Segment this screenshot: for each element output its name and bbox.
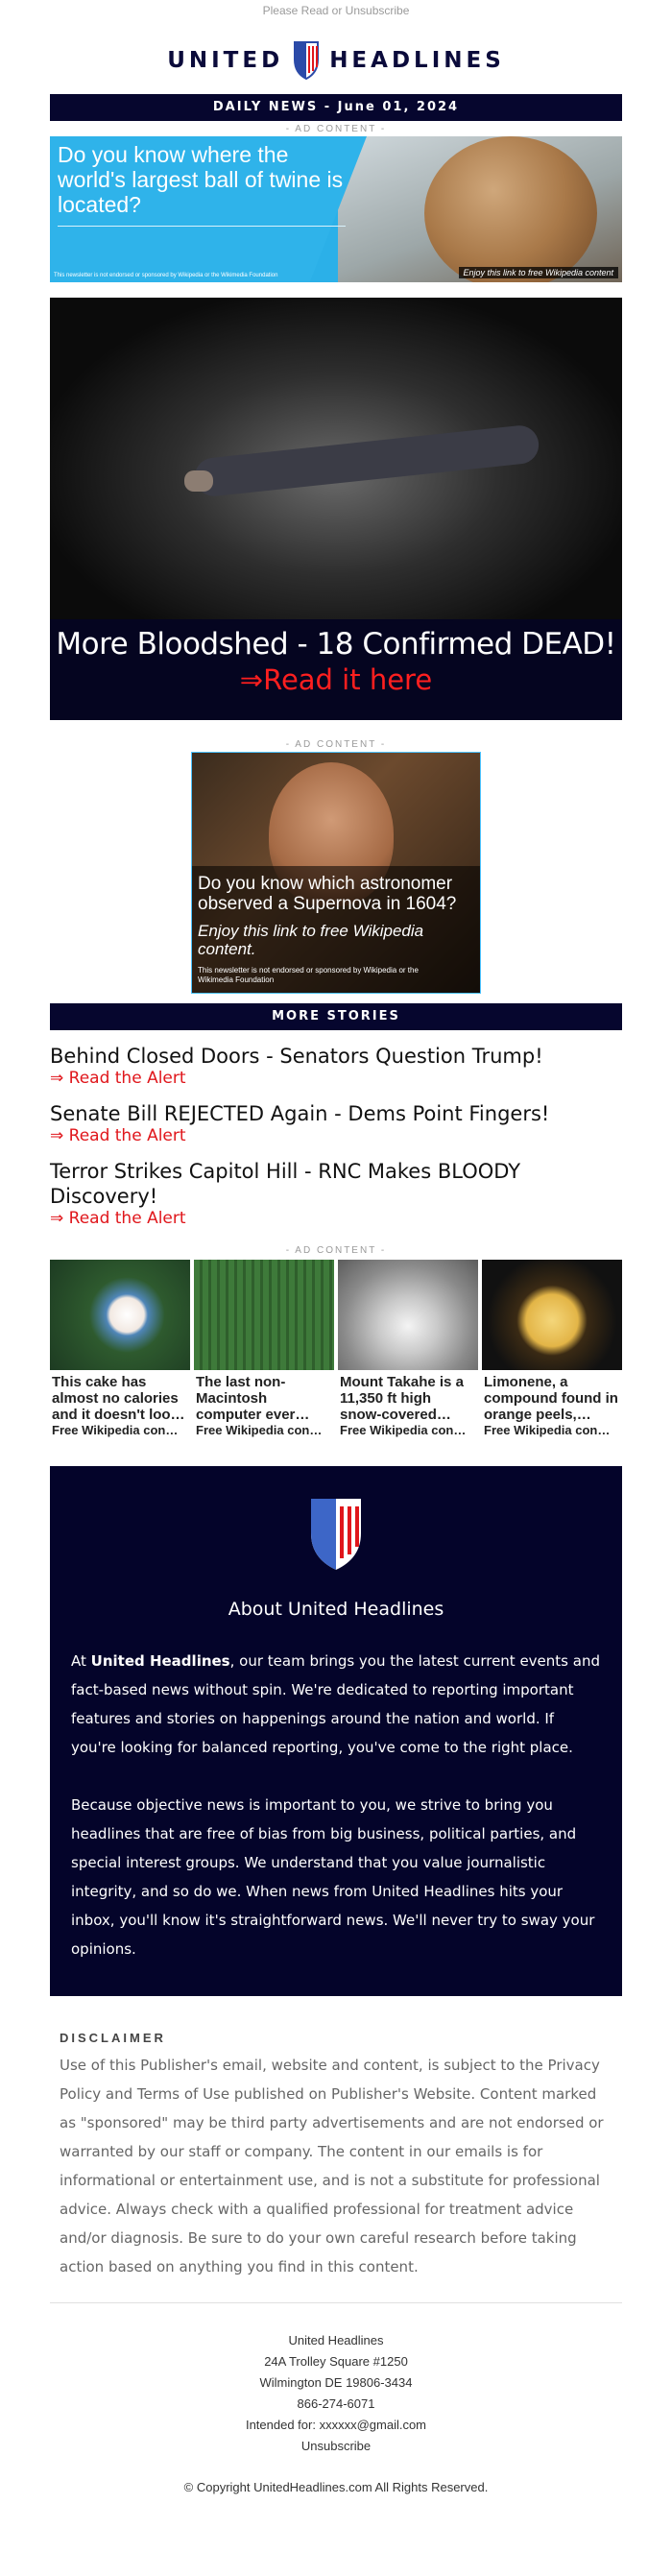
hero-story[interactable] <box>50 298 622 720</box>
story-item[interactable] <box>50 1101 622 1145</box>
about-title: About United Headlines <box>228 1599 444 1620</box>
card-title: Limonene, a compound found in orange peels,… <box>484 1374 618 1423</box>
ad-label-3: - AD CONTENT - <box>285 1245 387 1256</box>
about-paragraph-2: Because objective news is important to you, we strive to bring you headlines that are free of bias from big business, political parties, and special interest groups. We understand that you value journalistic integrity, and so do we. When news from United Headlines hits your inbox, you'll know it's straightforward news. We'll never try to sway your opinions. <box>71 1796 595 1958</box>
hero-image <box>50 298 622 619</box>
story-title[interactable]: Terror Strikes Capitol Hill - RNC Makes BLOODY Discovery! <box>50 1160 521 1208</box>
cake-image <box>50 1260 190 1370</box>
story-read-link[interactable]: ⇒ Read the Alert <box>50 1069 186 1088</box>
date-band: DAILY NEWS - June 01, 2024 <box>50 94 622 121</box>
astronomer-ad-question: Do you know which astronomer observed a Supernova in 1604? <box>198 874 457 914</box>
about-brand: United Headlines <box>90 1652 230 1670</box>
preheader-link[interactable]: Please Read or Unsubscribe <box>262 4 410 17</box>
story-item[interactable] <box>50 1159 622 1228</box>
footer-divider <box>50 2302 622 2303</box>
astronomer-ad-enjoy: Enjoy this link to free Wikipedia content. <box>198 922 424 958</box>
twine-ad-tag: Enjoy this link to free Wikipedia content <box>459 267 619 278</box>
story-read-link[interactable]: ⇒ Read the Alert <box>50 1126 186 1145</box>
twine-ball-shape <box>424 136 597 282</box>
email-container <box>50 27 622 2494</box>
card-title: The last non-Macintosh computer ever… <box>196 1374 310 1423</box>
card-source: Free Wikipedia con… <box>484 1423 611 1437</box>
hero-hand <box>184 470 213 492</box>
masthead-right-word: HEADLINES <box>329 48 505 73</box>
hero-read-link[interactable]: ⇒Read it here <box>239 663 433 696</box>
card-source: Free Wikipedia con… <box>196 1423 323 1437</box>
footer-intended: Intended for: xxxxxx@gmail.com <box>245 2418 427 2432</box>
circuit-board-image <box>194 1260 334 1370</box>
twine-ad-divider <box>58 226 346 227</box>
card-source: Free Wikipedia con… <box>52 1423 179 1437</box>
story-read-link[interactable]: ⇒ Read the Alert <box>50 1209 186 1228</box>
astronomer-ad-disclaimer: This newsletter is not endorsed or sponsored by Wikipedia or the Wikimedia Foundation <box>198 966 419 984</box>
masthead[interactable] <box>50 27 622 94</box>
flag-shield-icon <box>293 40 320 81</box>
hero-title: More Bloodshed - 18 Confirmed DEAD! <box>56 627 616 662</box>
about-p1-prefix: At <box>71 1652 91 1670</box>
disclaimer-heading: DISCLAIMER <box>60 2031 166 2045</box>
story-title[interactable]: Senate Bill REJECTED Again - Dems Point Fingers! <box>50 1102 550 1125</box>
card-source: Free Wikipedia con… <box>340 1423 467 1437</box>
preheader[interactable] <box>0 0 672 27</box>
footer-address-1: 24A Trolley Square #1250 <box>264 2354 408 2369</box>
footer-company: United Headlines <box>288 2333 384 2347</box>
footer-phone: 866-274-6071 <box>297 2396 375 2411</box>
twine-ad-question: Do you know where the world's largest ball of twine is located? <box>58 142 344 217</box>
ad-label-2: - AD CONTENT - <box>285 739 387 750</box>
limonene-image <box>482 1260 622 1370</box>
disclaimer-section <box>50 1996 622 2291</box>
more-stories-heading: MORE STORIES <box>50 1003 622 1030</box>
sponsored-cards <box>50 1260 622 1437</box>
disclaimer-body: Use of this Publisher's email, website and content, is subject to the Privacy Policy and Terms of Use published on Publisher's Website. Content marked as "sponsored" may be third party advertisements and are not endorsed or warranted by our staff or company. The content in our emails is for informational or entertainment use, and is not a substitute for professional advice. Always check with a qualified professional for treatment advice and/or diagnosis. Be sure to do your own careful research before taking action based on anything you find in this content. <box>60 2057 604 2275</box>
astronomer-ad-section <box>50 739 622 994</box>
ad-label: - AD CONTENT - <box>285 124 387 134</box>
sponsored-card[interactable] <box>338 1260 478 1437</box>
unsubscribe-link[interactable]: Unsubscribe <box>300 2439 372 2453</box>
story-title[interactable]: Behind Closed Doors - Senators Question Trump! <box>50 1045 543 1068</box>
masthead-left-word: UNITED <box>167 48 284 73</box>
about-paragraph-1 <box>71 1647 601 1762</box>
footer <box>50 2330 622 2457</box>
twine-ad-banner[interactable] <box>50 136 622 282</box>
twine-ball-image <box>338 136 622 282</box>
twine-ad-disclaimer: This newsletter is not endorsed or sponsored by Wikipedia or the Wikimedia Foundation <box>54 273 278 278</box>
card-title: This cake has almost no calories and it doesn't loo… <box>52 1374 185 1423</box>
sponsored-card[interactable] <box>482 1260 622 1437</box>
story-item[interactable] <box>50 1044 622 1088</box>
sponsored-card[interactable] <box>50 1260 190 1437</box>
copyright: © Copyright UnitedHeadlines.com All Rights Reserved. <box>183 2480 489 2494</box>
mountain-image <box>338 1260 478 1370</box>
sponsored-card[interactable] <box>194 1260 334 1437</box>
astronomer-ad[interactable] <box>191 752 481 994</box>
hero-figure <box>193 423 540 497</box>
card-title: Mount Takahe is a 11,350 ft high snow-covered… <box>340 1374 464 1423</box>
footer-address-2: Wilmington DE 19806-3434 <box>259 2375 413 2390</box>
about-section <box>50 1466 622 1996</box>
shield-logo-icon <box>307 1495 365 1572</box>
about-p1-rest: , our team brings you the latest current events and fact-based news without spin. We're dedicated to reporting important features and stories on happenings around the nation and world. If you're looking for balanced reporting, you've come to the right place. <box>71 1652 600 1756</box>
